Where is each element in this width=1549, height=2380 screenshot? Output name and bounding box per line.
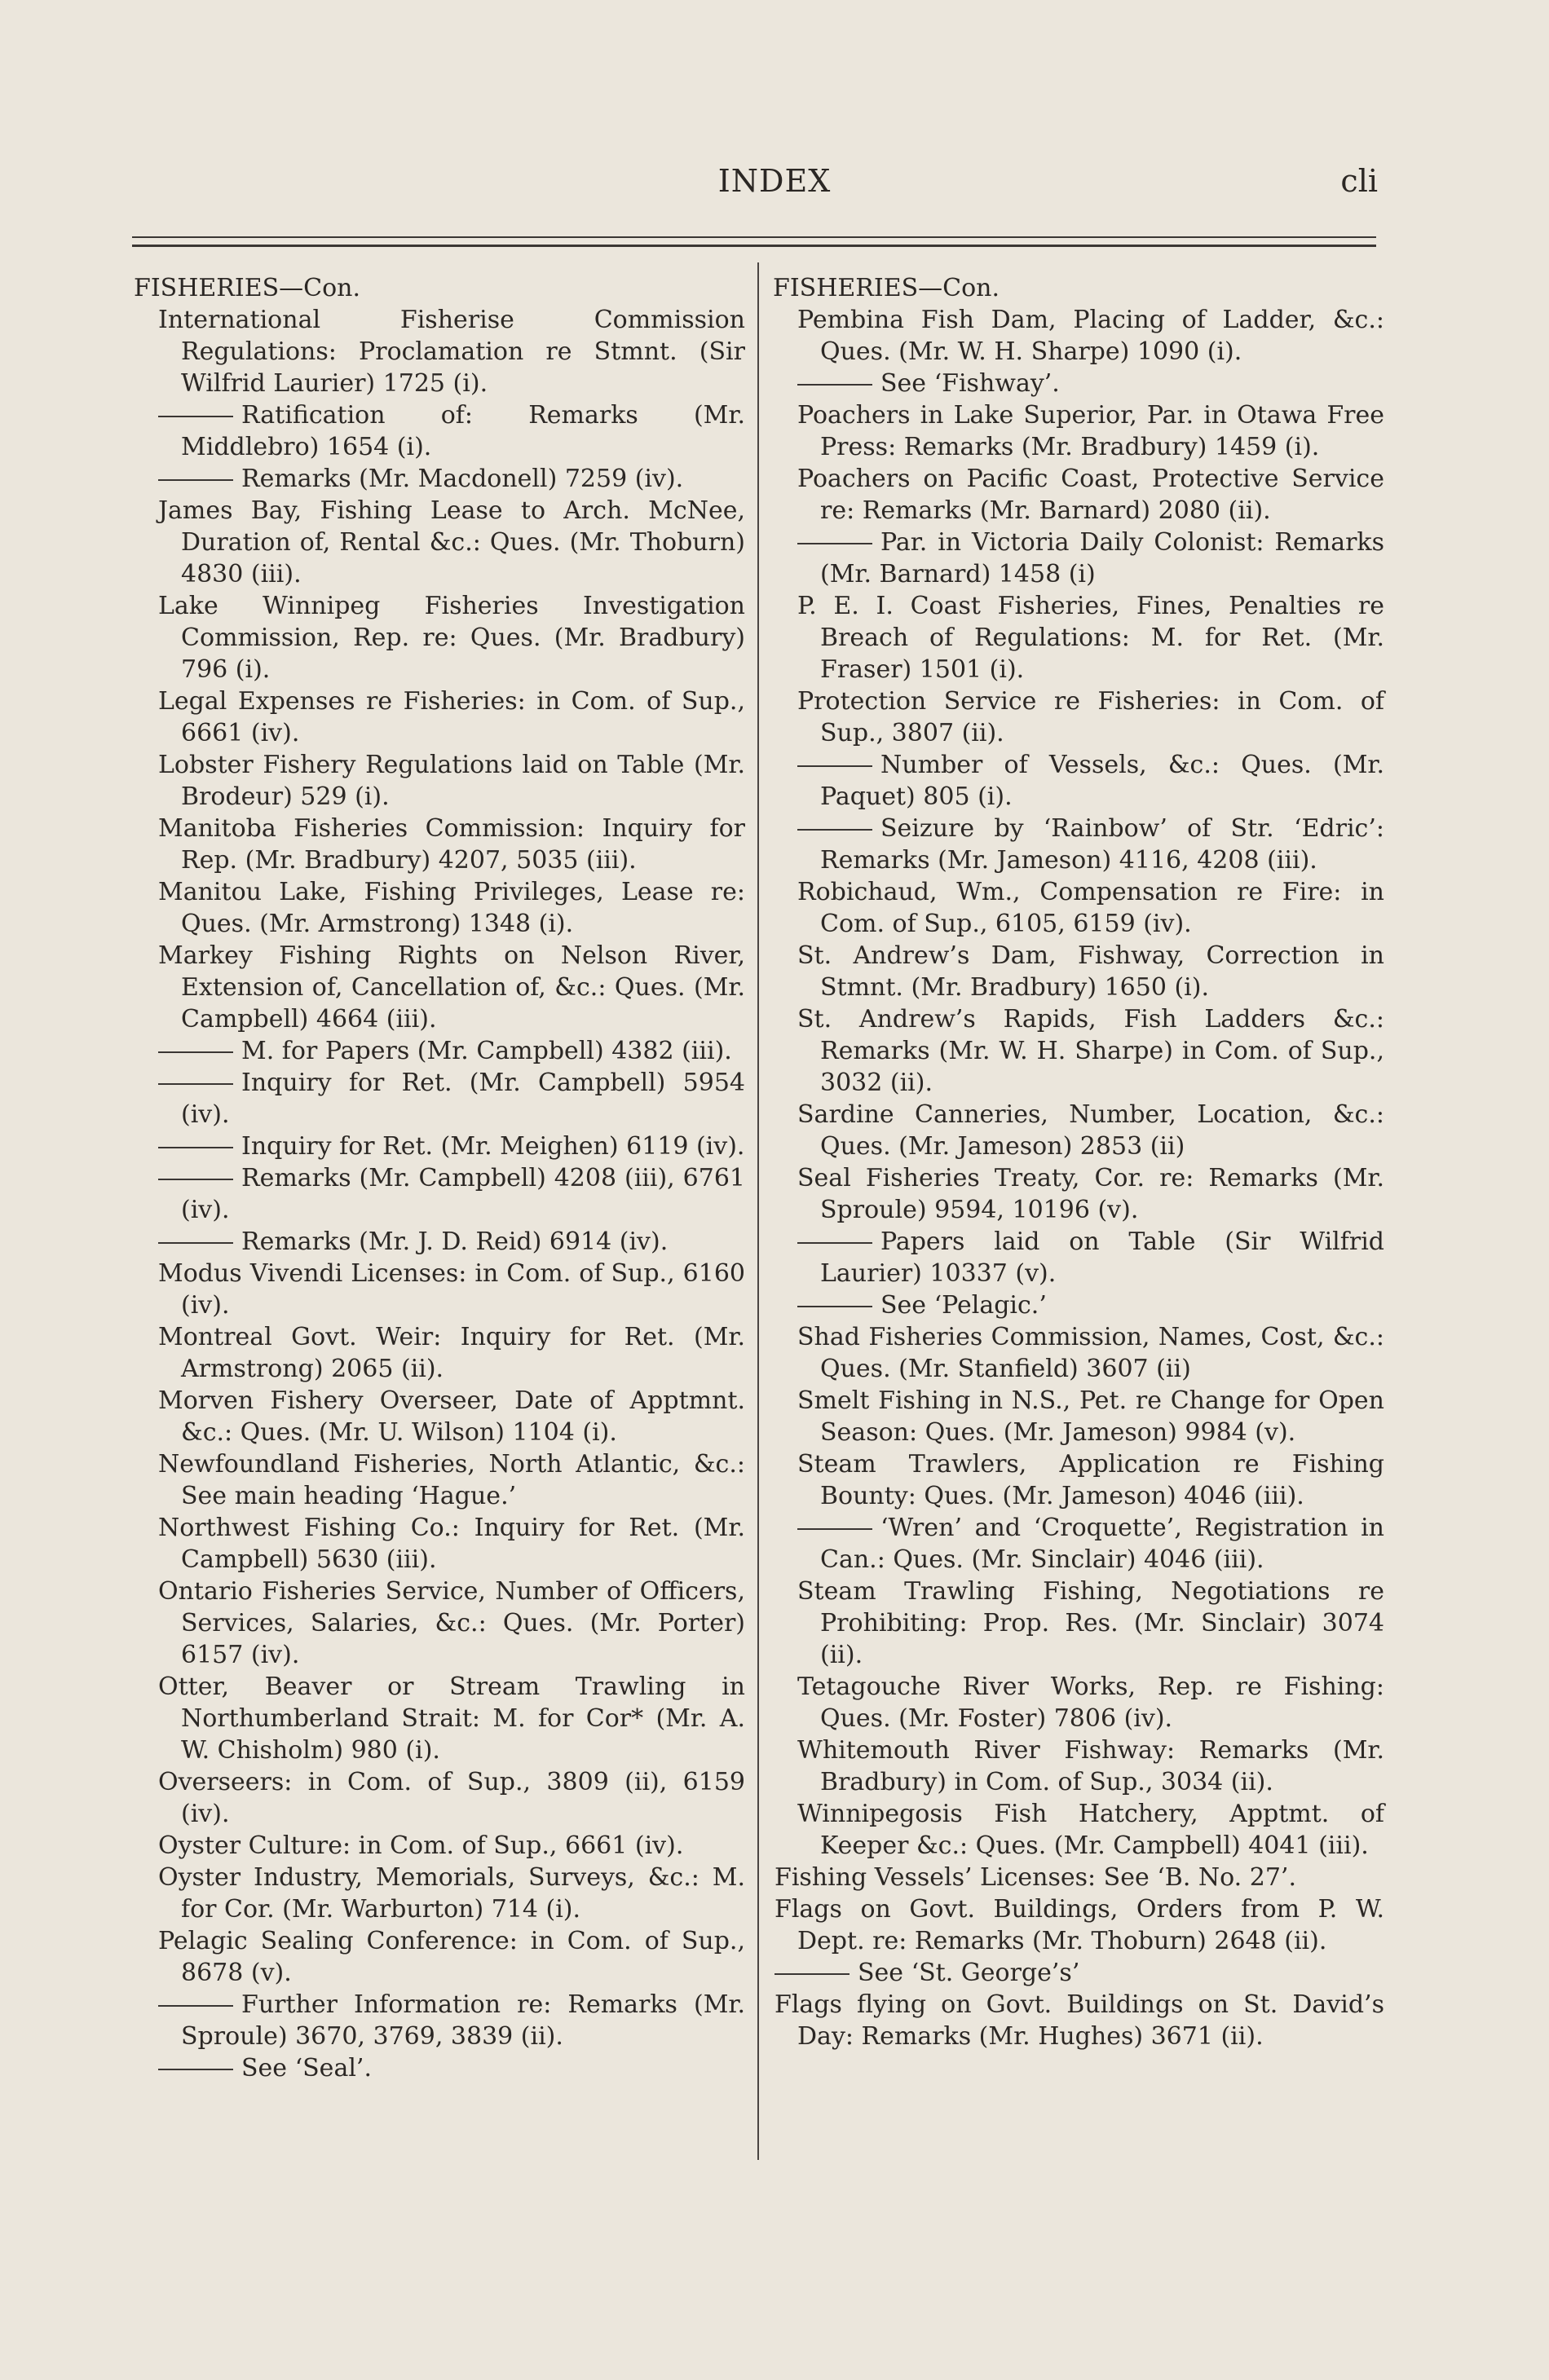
index-subentry bbox=[158, 1130, 745, 1162]
entry-text: Oyster Culture: in Com. of Sup., 6661 (iv). bbox=[158, 1831, 684, 1860]
entry-text: Manitou Lake, Fishing Privileges, Lease re: Ques. (Mr. Armstrong) 1348 (i). bbox=[158, 878, 745, 938]
index-entry bbox=[157, 1830, 745, 1862]
index-entry bbox=[157, 1512, 745, 1576]
ditto-dash bbox=[158, 2069, 233, 2070]
index-subentry bbox=[797, 749, 1384, 813]
running-title: INDEX bbox=[717, 163, 832, 199]
index-entry bbox=[157, 1321, 745, 1385]
entry-text: See ‘Pelagic.’ bbox=[880, 1291, 1047, 1320]
entry-text: Modus Vivendi Licenses: in Com. of Sup., 6160 (iv). bbox=[158, 1259, 745, 1320]
index-entry bbox=[157, 1862, 745, 1925]
ditto-dash bbox=[797, 1528, 872, 1530]
entry-text: Papers laid on Table (Sir Wilfrid Laurier) 10337 (v). bbox=[820, 1227, 1384, 1288]
index-entry bbox=[796, 1099, 1384, 1162]
index-entry bbox=[157, 304, 745, 399]
index-entry bbox=[157, 1258, 745, 1321]
index-entry bbox=[796, 1003, 1384, 1099]
index-subentry bbox=[797, 527, 1384, 590]
column-divider bbox=[757, 262, 759, 2160]
entry-text: Inquiry for Ret. (Mr. Campbell) 5954 (iv). bbox=[181, 1069, 745, 1129]
entry-text: Ratification of: Remarks (Mr. Middlebro) 1654 (i). bbox=[181, 401, 745, 461]
ditto-dash bbox=[158, 2005, 233, 2007]
entry-text: P. E. I. Coast Fisheries, Fines, Penalties re Breach of Regulations: M. for Ret. (Mr. Fraser) 1501 (i). bbox=[797, 592, 1384, 684]
entry-text: Steam Trawlers, Application re Fishing Bounty: Ques. (Mr. Jameson) 4046 (iii). bbox=[797, 1450, 1384, 1510]
entry-text: Manitoba Fisheries Commission: Inquiry for Rep. (Mr. Bradbury) 4207, 5035 (iii). bbox=[158, 814, 745, 875]
entry-text: Otter, Beaver or Stream Trawling in Northumberland Strait: M. for Cor* (Mr. A. W. Chisholm) 980 (i). bbox=[158, 1673, 745, 1765]
ditto-dash bbox=[797, 384, 872, 386]
index-entry bbox=[157, 685, 745, 749]
entry-text: Remarks (Mr. Campbell) 4208 (iii), 6761 (iv). bbox=[181, 1164, 745, 1224]
ditto-dash bbox=[797, 765, 872, 767]
entry-text: Robichaud, Wm., Compensation re Fire: in Com. of Sup., 6105, 6159 (iv). bbox=[797, 878, 1384, 938]
entry-text: James Bay, Fishing Lease to Arch. McNee, Duration of, Rental &c.: Ques. (Mr. Thoburn) 4830 (iii). bbox=[158, 496, 745, 588]
entry-text: Number of Vessels, &c.: Ques. (Mr. Paquet) 805 (i). bbox=[820, 751, 1384, 811]
ditto-dash bbox=[158, 1179, 233, 1180]
entry-text: Flags flying on Govt. Buildings on St. David’s Day: Remarks (Mr. Hughes) 3671 (ii). bbox=[774, 1990, 1384, 2051]
index-heading-entry bbox=[773, 1893, 1384, 1957]
entry-text: Protection Service re Fisheries: in Com. of Sup., 3807 (ii). bbox=[797, 687, 1384, 747]
index-entry bbox=[157, 1671, 745, 1766]
entry-text: Whitemouth River Fishway: Remarks (Mr. Bradbury) in Com. of Sup., 3034 (ii). bbox=[797, 1736, 1384, 1796]
index-entry bbox=[796, 1734, 1384, 1798]
entry-text: Poachers in Lake Superior, Par. in Otawa Free Press: Remarks (Mr. Bradbury) 1459 (i). bbox=[797, 401, 1384, 461]
index-entry bbox=[157, 940, 745, 1035]
entry-text: Sardine Canneries, Number, Location, &c.: Ques. (Mr. Jameson) 2853 (ii) bbox=[797, 1100, 1384, 1161]
ditto-dash bbox=[158, 1147, 233, 1148]
index-entry bbox=[157, 1576, 745, 1671]
entry-text: Pembina Fish Dam, Placing of Ladder, &c.: Ques. (Mr. W. H. Sharpe) 1090 (i). bbox=[797, 306, 1384, 366]
index-subentry bbox=[797, 813, 1384, 876]
index-entry bbox=[796, 685, 1384, 749]
index-entry bbox=[157, 749, 745, 813]
entry-text: Remarks (Mr. Macdonell) 7259 (iv). bbox=[241, 465, 684, 493]
entry-text: M. for Papers (Mr. Campbell) 4382 (iii). bbox=[241, 1037, 732, 1065]
index-entry bbox=[796, 1448, 1384, 1512]
index-entry bbox=[796, 940, 1384, 1003]
entry-text: Remarks (Mr. J. D. Reid) 6914 (iv). bbox=[241, 1227, 669, 1256]
index-subentry bbox=[158, 1226, 745, 1258]
header-rule-thin bbox=[132, 236, 1376, 238]
entry-text: Smelt Fishing in N.S., Pet. re Change for Open Season: Ques. (Mr. Jameson) 9984 (v). bbox=[797, 1386, 1384, 1447]
entry-text: Seal Fisheries Treaty, Cor. re: Remarks (Mr. Sproule) 9594, 10196 (v). bbox=[797, 1164, 1384, 1224]
entry-text: St. Andrew’s Rapids, Fish Ladders &c.: Remarks (Mr. W. H. Sharpe) in Com. of Sup., 3032 (ii). bbox=[797, 1005, 1384, 1097]
ditto-dash bbox=[797, 1242, 872, 1244]
entry-text: Oyster Industry, Memorials, Surveys, &c.: M. for Cor. (Mr. Warburton) 714 (i). bbox=[158, 1863, 745, 1924]
index-subentry bbox=[158, 463, 745, 495]
entry-text: Lake Winnipeg Fisheries Investigation Commission, Rep. re: Ques. (Mr. Bradbury) 796 (i). bbox=[158, 592, 745, 684]
index-entry bbox=[157, 590, 745, 685]
entry-text: Steam Trawling Fishing, Negotiations re Prohibiting: Prop. Res. (Mr. Sinclair) 3074 (ii). bbox=[797, 1577, 1384, 1669]
entry-text: Montreal Govt. Weir: Inquiry for Ret. (Mr. Armstrong) 2065 (ii). bbox=[158, 1323, 745, 1383]
entry-text: St. Andrew’s Dam, Fishway, Correction in Stmnt. (Mr. Bradbury) 1650 (i). bbox=[797, 941, 1384, 1002]
entry-text: Ontario Fisheries Service, Number of Officers, Services, Salaries, &c.: Ques. (Mr. Porter) 6157 (iv). bbox=[158, 1577, 745, 1669]
entry-text: Morven Fishery Overseer, Date of Apptmnt. &c.: Ques. (Mr. U. Wilson) 1104 (i). bbox=[158, 1386, 745, 1447]
index-entry bbox=[796, 1385, 1384, 1448]
index-entry bbox=[796, 876, 1384, 940]
entry-text: Further Information re: Remarks (Mr. Sproule) 3670, 3769, 3839 (ii). bbox=[181, 1990, 745, 2051]
entry-text: Inquiry for Ret. (Mr. Meighen) 6119 (iv). bbox=[241, 1132, 745, 1161]
entry-text: Poachers on Pacific Coast, Protective Service re: Remarks (Mr. Barnard) 2080 (ii). bbox=[797, 465, 1384, 525]
entry-text: Tetagouche River Works, Rep. re Fishing: Ques. (Mr. Foster) 7806 (iv). bbox=[797, 1673, 1384, 1733]
page-header bbox=[0, 163, 1549, 212]
index-entry bbox=[157, 813, 745, 876]
ditto-dash bbox=[158, 1051, 233, 1053]
index-entry bbox=[796, 1321, 1384, 1385]
section-heading: FISHERIES—Con. bbox=[134, 274, 361, 302]
index-entry bbox=[796, 1798, 1384, 1862]
index-subentry bbox=[158, 1162, 745, 1226]
entry-text: Overseers: in Com. of Sup., 3809 (ii), 6159 (iv). bbox=[158, 1768, 745, 1828]
index-entry bbox=[796, 1671, 1384, 1734]
index-entry bbox=[157, 1448, 745, 1512]
index-entry bbox=[796, 1162, 1384, 1226]
left-column bbox=[134, 272, 745, 2084]
section-heading: FISHERIES—Con. bbox=[773, 274, 1000, 302]
entry-text: Seizure by ‘Rainbow’ of Str. ‘Edric’: Remarks (Mr. Jameson) 4116, 4208 (iii). bbox=[820, 814, 1384, 875]
index-heading-entry bbox=[773, 1862, 1384, 1893]
index-subentry bbox=[797, 1226, 1384, 1289]
ditto-dash bbox=[797, 829, 872, 831]
ditto-dash bbox=[158, 1242, 233, 1244]
ditto-dash bbox=[158, 1083, 233, 1085]
index-subentry bbox=[158, 399, 745, 463]
index-entry bbox=[796, 399, 1384, 463]
index-subentry bbox=[158, 1035, 745, 1067]
entry-text: Par. in Victoria Daily Colonist: Remarks (Mr. Barnard) 1458 (i) bbox=[820, 528, 1384, 588]
entry-text: See ‘Seal’. bbox=[241, 2054, 372, 2082]
entry-text: Winnipegosis Fish Hatchery, Apptmt. of Keeper &c.: Ques. (Mr. Campbell) 4041 (iii). bbox=[797, 1800, 1384, 1860]
index-subentry bbox=[773, 1957, 1384, 1989]
header-rule-thick bbox=[132, 245, 1376, 247]
entry-text: Flags on Govt. Buildings, Orders from P. W. Dept. re: Remarks (Mr. Thoburn) 2648 (ii). bbox=[774, 1895, 1384, 1955]
entry-text: See ‘Fishway’. bbox=[880, 369, 1060, 398]
entry-text: ‘Wren’ and ‘Croquette’, Registration in Can.: Ques. (Mr. Sinclair) 4046 (iii). bbox=[820, 1514, 1384, 1574]
ditto-dash bbox=[774, 1973, 850, 1975]
index-subentry bbox=[158, 1989, 745, 2052]
index-heading-entry bbox=[773, 1989, 1384, 2052]
ditto-dash bbox=[797, 1306, 872, 1307]
entry-text: Newfoundland Fisheries, North Atlantic, &c.: See main heading ‘Hague.’ bbox=[158, 1450, 745, 1510]
entry-text: See ‘St. George’s’ bbox=[858, 1959, 1080, 1987]
right-column bbox=[773, 272, 1384, 2052]
entry-text: Legal Expenses re Fisheries: in Com. of Sup., 6661 (iv). bbox=[158, 687, 745, 747]
index-entry bbox=[796, 463, 1384, 527]
ditto-dash bbox=[158, 416, 233, 417]
index-entry bbox=[796, 304, 1384, 368]
index-entry bbox=[157, 1766, 745, 1830]
left-entry-list bbox=[134, 304, 745, 2084]
entry-text: Lobster Fishery Regulations laid on Table (Mr. Brodeur) 529 (i). bbox=[158, 751, 745, 811]
index-entry bbox=[157, 1385, 745, 1448]
page-number: cli bbox=[1340, 163, 1378, 199]
index-entry bbox=[157, 1925, 745, 1989]
index-entry bbox=[157, 495, 745, 590]
index-subentry bbox=[797, 368, 1384, 399]
entry-text: Northwest Fishing Co.: Inquiry for Ret. (Mr. Campbell) 5630 (iii). bbox=[158, 1514, 745, 1574]
entry-text: Fishing Vessels’ Licenses: See ‘B. No. 27’. bbox=[774, 1863, 1296, 1892]
index-subentry bbox=[158, 2052, 745, 2084]
right-entry-list bbox=[773, 304, 1384, 2052]
index-subentry bbox=[797, 1512, 1384, 1576]
index-subentry bbox=[797, 1289, 1384, 1321]
entry-text: Shad Fisheries Commission, Names, Cost, &c.: Ques. (Mr. Stanfield) 3607 (ii) bbox=[797, 1323, 1384, 1383]
index-entry bbox=[796, 590, 1384, 685]
entry-text: Markey Fishing Rights on Nelson River, Extension of, Cancellation of, &c.: Ques. (Mr. Campbell) 4664 (iii). bbox=[158, 941, 745, 1034]
ditto-dash bbox=[797, 543, 872, 544]
index-entry bbox=[157, 876, 745, 940]
index-subentry bbox=[158, 1067, 745, 1130]
ditto-dash bbox=[158, 479, 233, 481]
entry-text: Pelagic Sealing Conference: in Com. of Sup., 8678 (v). bbox=[158, 1927, 745, 1987]
index-entry bbox=[796, 1576, 1384, 1671]
entry-text: International Fisherise Commission Regulations: Proclamation re Stmnt. (Sir Wilfrid Laurier) 1725 (i). bbox=[158, 306, 745, 398]
